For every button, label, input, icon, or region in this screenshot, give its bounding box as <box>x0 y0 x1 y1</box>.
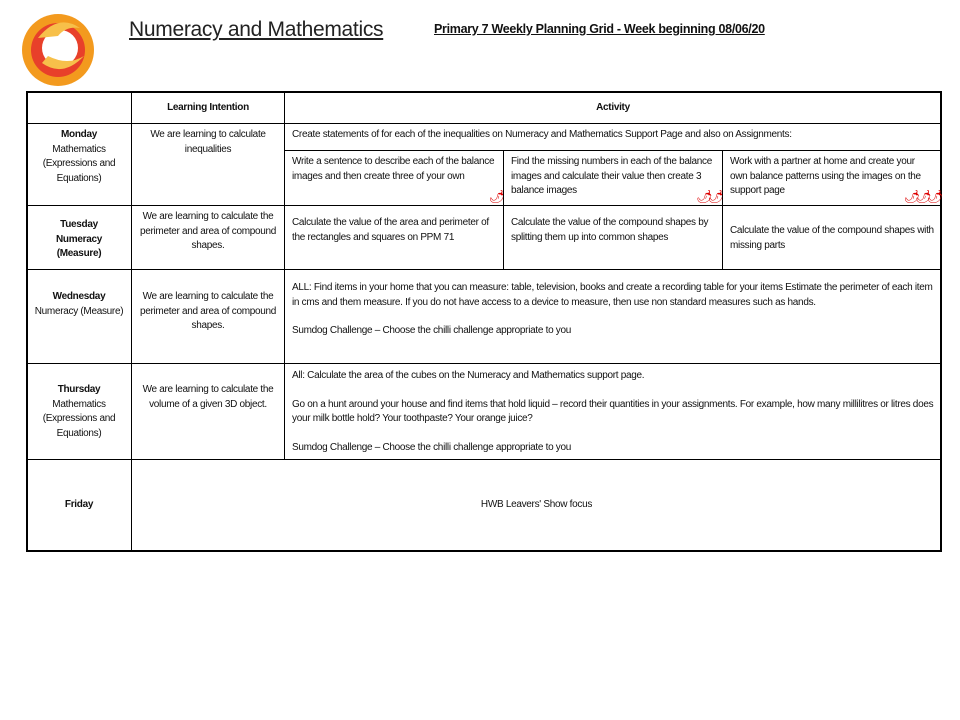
activity-text: ALL: Find items in your home that you can measure: table, television, books and create a recording table for your items Estimate the perimeter of each item in cms and them measure. If you do not have access to a device to measure, then use non standard measures such as hands. <box>292 282 933 308</box>
day-label: Monday <box>61 129 97 140</box>
sumdog-text: Sumdog Challenge – Choose the chilli challenge appropriate to you <box>292 441 572 453</box>
corner-cell <box>26 91 132 124</box>
sumdog-text: Sumdog Challenge – Choose the chilli challenge appropriate to you <box>292 325 572 336</box>
friday-day-cell: Friday <box>26 459 132 552</box>
chili-pepper-icon: 🌶🌶🌶 <box>903 188 938 204</box>
subject: Numeracy (Measure) <box>56 233 102 259</box>
day-label: Thursday <box>57 384 101 395</box>
task-text: Find the missing numbers in each of the balance images and calculate their value then create 3 balance images <box>511 156 713 196</box>
thursday-activity <box>284 363 942 460</box>
wednesday-intention: We are learning to calculate the perimeter and area of compound shapes. <box>131 269 285 364</box>
page-title: Numeracy and Mathematics <box>129 18 384 41</box>
thursday-day-cell <box>26 363 132 460</box>
monday-task-2 <box>503 150 723 206</box>
wednesday-day-cell <box>26 269 132 364</box>
thursday-intention: We are learning to calculate the volume of a given 3D object. <box>131 363 285 460</box>
monday-day-cell <box>26 123 132 206</box>
subject: Mathematics (Expressions and Equations) <box>42 398 116 439</box>
day-label: Wednesday <box>52 291 106 302</box>
activity-text: All: Calculate the area of the cubes on the Numeracy and Mathematics support page. <box>292 370 645 381</box>
chili-pepper-icon: 🌶 <box>488 188 500 204</box>
tuesday-day-cell <box>26 205 132 270</box>
header-learning-intention: Learning Intention <box>131 91 285 124</box>
friday-activity: HWB Leavers' Show focus <box>131 459 942 552</box>
monday-task-1 <box>284 150 504 206</box>
tuesday-task-3: Calculate the value of the compound shapes with missing parts <box>722 205 942 270</box>
wednesday-activity <box>284 269 942 364</box>
monday-activity: Create statements of for each of the inequalities on Numeracy and Mathematics Support Page and also on Assignments: <box>284 123 942 151</box>
task-text: Write a sentence to describe each of the balance images and then create three of your own <box>292 156 495 182</box>
subject: Mathematics (Expressions and Equations) <box>42 143 116 184</box>
monday-task-3 <box>722 150 942 206</box>
tuesday-intention: We are learning to calculate the perimeter and area of compound shapes. <box>131 205 285 270</box>
monday-intention: We are learning to calculate inequalities <box>131 123 285 206</box>
header-activity: Activity <box>284 91 942 124</box>
phoenix-logo <box>18 8 98 88</box>
tuesday-task-2: Calculate the value of the compound shapes by splitting them up into common shapes <box>503 205 723 270</box>
tuesday-task-1: Calculate the value of the area and perimeter of the rectangles and squares on PPM 71 <box>284 205 504 270</box>
activity-text: Go on a hunt around your house and find items that hold liquid – record their quantities in your assignments. For example, how many millilitres or litres does your milk bottle hold? Your toothpaste? Your orange juice? <box>292 398 934 424</box>
chili-pepper-icon: 🌶🌶 <box>695 188 719 204</box>
day-label: Tuesday <box>60 219 98 230</box>
subject: Numeracy (Measure) <box>34 305 124 317</box>
task-text: Work with a partner at home and create your own balance patterns using the images on the support page <box>730 156 921 196</box>
page-subtitle: Primary 7 Weekly Planning Grid - Week beginning 08/06/20 <box>434 22 765 36</box>
